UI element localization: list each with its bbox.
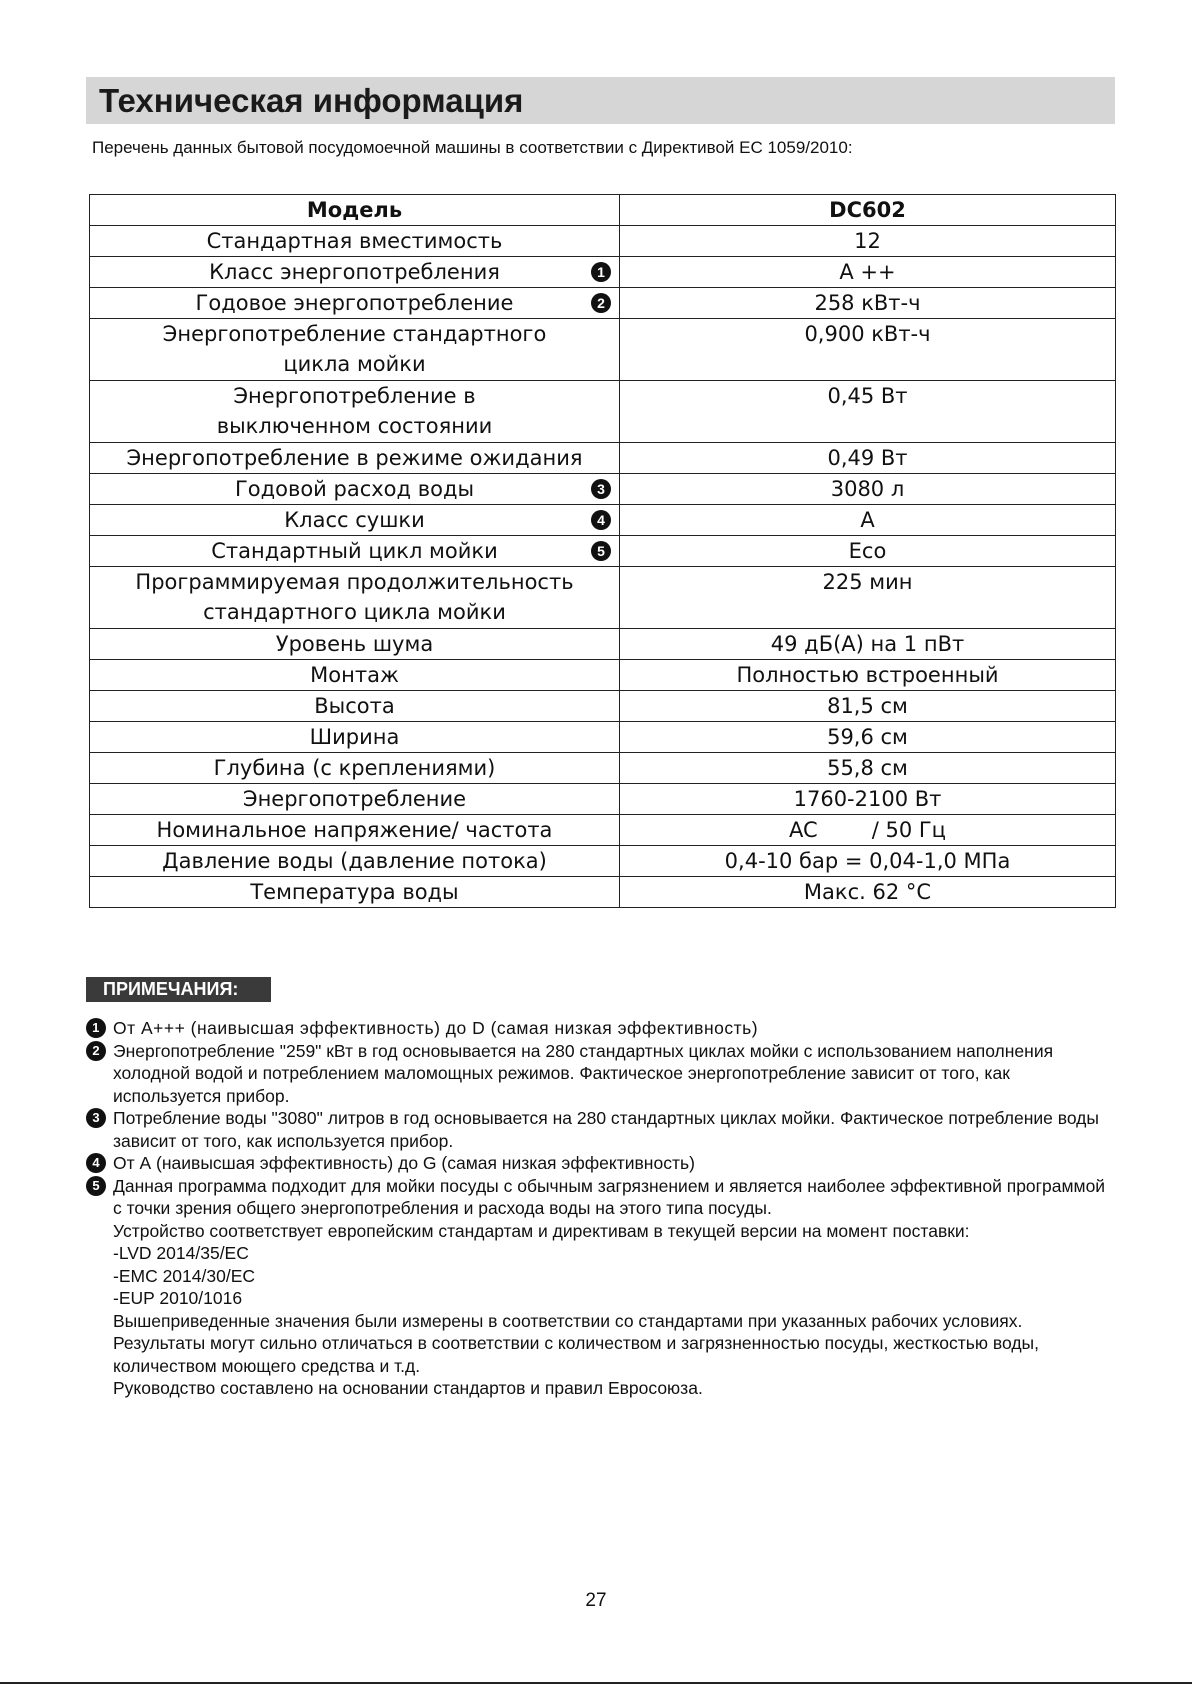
row-value: 59,6 см [620, 722, 1116, 753]
note-text: Данная программа подходит для мойки посуды с обычным загрязнением и является наиболее эффективной программой с точки зрения общего энергопотребления и расхода воды на этого типа посуды. [113, 1175, 1106, 1218]
page-title: Техническая информация [99, 82, 524, 119]
note-marker-1: 1 [86, 1018, 106, 1038]
table-row [90, 288, 1116, 319]
title-bar [86, 77, 1115, 124]
table-row [90, 226, 1116, 257]
row-label: Стандартная вместимость [90, 226, 620, 257]
row-value: 0,4-10 бар = 0,04-1,0 МПа [620, 846, 1116, 877]
note-3 [86, 1107, 1116, 1152]
frequency-value: / 50 Гц [871, 818, 946, 842]
spec-table [89, 194, 1116, 908]
table-row [90, 319, 1116, 381]
standard-item: -EUP 2010/1016 [113, 1288, 243, 1308]
page-number: 27 [585, 1590, 607, 1611]
table-row [90, 660, 1116, 691]
table-row [90, 815, 1116, 846]
measured-text: Вышеприведенные значения были измерены в соответствии со стандартами при указанных рабочих условиях. Результаты могут сильно отличаться в соответствии с количеством и загрязненностью посуды, жесткостью воды, количеством моющего средства и т.д. [113, 1310, 1039, 1376]
row-value-cell [620, 815, 1116, 846]
row-label-cell [90, 536, 620, 567]
table-row [90, 846, 1116, 877]
table-row [90, 505, 1116, 536]
row-label: Энергопотребление в режиме ожидания [90, 443, 620, 474]
row-value: 0,45 Вт [620, 381, 1116, 443]
row-value: 49 дБ(A) на 1 пВт [620, 629, 1116, 660]
row-value: 81,5 см [620, 691, 1116, 722]
note-text: Потребление воды "3080" литров в год основывается на 280 стандартных циклах мойки. Фактическое потребление воды зависит от того, как используется прибор. [113, 1108, 1099, 1151]
table-row [90, 877, 1116, 908]
row-value: 1760-2100 Вт [620, 784, 1116, 815]
row-label: Класс энергопотребления [209, 260, 500, 284]
row-value: Eco [620, 536, 1116, 567]
note-marker-3: 3 [86, 1108, 106, 1128]
standard-item: -EMC 2014/30/EC [113, 1265, 256, 1286]
note-marker-3: 3 [591, 479, 611, 499]
note-marker-2: 2 [86, 1041, 106, 1061]
row-value: 225 мин [620, 567, 1116, 629]
row-value: Полностью встроенный [620, 660, 1116, 691]
table-row [90, 381, 1116, 443]
note-text: От А (наивысшая эффективность) до G (самая низкая эффективность) [113, 1153, 695, 1173]
row-value: 3080 л [620, 474, 1116, 505]
row-label: Ширина [90, 722, 620, 753]
table-row [90, 722, 1116, 753]
note-text: Энергопотребление "259" кВт в год основывается на 280 стандартных циклах мойки с использованием наполнения холодной водой и потреблением маломощных режимов. Фактическое энергопотребление зависит от того, как используется прибор. [113, 1040, 1054, 1106]
row-label: Энергопотребление в выключенном состоянии [90, 381, 620, 443]
table-row [90, 536, 1116, 567]
table-header-row [90, 195, 1116, 226]
note-5 [86, 1175, 1116, 1220]
compliance-text: Устройство соответствует европейским стандартам и директивам в текущей версии на момент поставки: [113, 1220, 970, 1241]
note-marker-4: 4 [591, 510, 611, 530]
row-label: Стандартный цикл мойки [211, 539, 498, 563]
table-row [90, 629, 1116, 660]
header-label: Модель [90, 195, 620, 226]
row-label: Высота [90, 691, 620, 722]
row-label: Класс сушки [284, 508, 425, 532]
voltage-value: AC [789, 818, 818, 842]
table-row [90, 257, 1116, 288]
row-label-cell [90, 288, 620, 319]
row-label-cell [90, 505, 620, 536]
row-label: Энергопотребление [90, 784, 620, 815]
row-label: Программируемая продолжительность стандартного цикла мойки [90, 567, 620, 629]
row-label: Энергопотребление стандартного цикла мойки [90, 319, 620, 381]
table-row [90, 784, 1116, 815]
row-value: Макс. 62 °C [620, 877, 1116, 908]
note-text: От А+++ (наивысшая эффективность) до D (самая низкая эффективность) [113, 1018, 759, 1038]
row-value: 258 кВт-ч [620, 288, 1116, 319]
note-4 [86, 1152, 1116, 1175]
note-1 [86, 1017, 1116, 1040]
row-label: Температура воды [90, 877, 620, 908]
row-value: A [620, 505, 1116, 536]
notes-section [86, 1017, 1116, 1400]
row-label-cell [90, 474, 620, 505]
standard-item: -LVD 2014/35/EC [113, 1243, 249, 1263]
row-value: 0,900 кВт-ч [620, 319, 1116, 381]
note-marker-2: 2 [591, 293, 611, 313]
row-label-cell [90, 257, 620, 288]
row-value: 0,49 Вт [620, 443, 1116, 474]
row-label: Годовой расход воды [234, 477, 475, 501]
table-row [90, 567, 1116, 629]
guide-text: Руководство составлено на основании стандартов и правил Евросоюза. [113, 1378, 703, 1398]
header-value: DC602 [620, 195, 1116, 226]
row-value: A ++ [620, 257, 1116, 288]
note-marker-4: 4 [86, 1153, 106, 1173]
note-marker-5: 5 [591, 541, 611, 561]
note-marker-1: 1 [591, 262, 611, 282]
row-label: Уровень шума [90, 629, 620, 660]
row-label: Глубина (с креплениями) [90, 753, 620, 784]
notes-header: ПРИМЕЧАНИЯ: [86, 977, 271, 1002]
intro-text: Перечень данных бытовой посудомоечной машины в соответствии с Директивой ЕС 1059/2010: [92, 138, 853, 157]
bottom-rule [0, 1682, 1192, 1684]
table-row [90, 443, 1116, 474]
row-label: Давление воды (давление потока) [90, 846, 620, 877]
row-value: 12 [620, 226, 1116, 257]
row-label: Номинальное напряжение/ частота [90, 815, 620, 846]
table-row [90, 691, 1116, 722]
row-label: Монтаж [90, 660, 620, 691]
table-row [90, 753, 1116, 784]
note-marker-5: 5 [86, 1176, 106, 1196]
note-2 [86, 1040, 1116, 1108]
table-row [90, 474, 1116, 505]
row-value: 55,8 см [620, 753, 1116, 784]
row-label: Годовое энергопотребление [195, 291, 514, 315]
